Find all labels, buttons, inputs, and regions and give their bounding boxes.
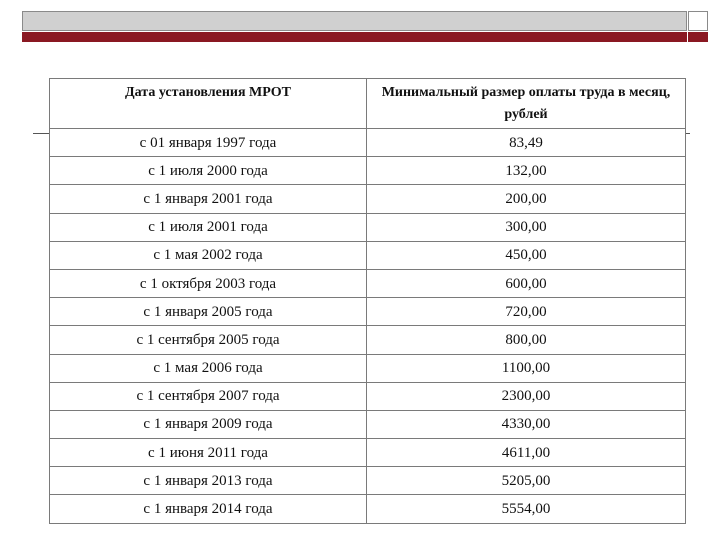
cell-date: с 1 мая 2006 года xyxy=(50,354,367,382)
cell-date: с 01 января 1997 года xyxy=(50,129,367,157)
cell-wage: 720,00 xyxy=(367,298,686,326)
cell-date: с 1 января 2009 года xyxy=(50,410,367,438)
cell-wage: 83,49 xyxy=(367,129,686,157)
cell-wage: 1100,00 xyxy=(367,354,686,382)
table-row xyxy=(50,157,686,185)
table-row xyxy=(50,213,686,241)
cell-wage: 450,00 xyxy=(367,241,686,269)
slide-header-bar xyxy=(22,11,687,31)
table-header-row xyxy=(50,79,686,129)
table-row xyxy=(50,298,686,326)
table-row xyxy=(50,382,686,410)
table-row xyxy=(50,495,686,523)
cell-date: с 1 июля 2001 года xyxy=(50,213,367,241)
cell-date: с 1 января 2014 года xyxy=(50,495,367,523)
cell-wage: 132,00 xyxy=(367,157,686,185)
cell-wage: 600,00 xyxy=(367,269,686,297)
cell-date: с 1 сентября 2005 года xyxy=(50,326,367,354)
table-row xyxy=(50,241,686,269)
header-date: Дата установления МРОТ xyxy=(50,79,367,129)
cell-date: с 1 января 2005 года xyxy=(50,298,367,326)
cell-wage: 200,00 xyxy=(367,185,686,213)
table-row xyxy=(50,129,686,157)
table-body xyxy=(50,129,686,524)
cell-date: с 1 июня 2011 года xyxy=(50,439,367,467)
cell-date: с 1 мая 2002 года xyxy=(50,241,367,269)
slide-header-square xyxy=(688,11,708,31)
cell-date: с 1 октября 2003 года xyxy=(50,269,367,297)
cell-wage: 4330,00 xyxy=(367,410,686,438)
slide-divider-left xyxy=(33,133,49,134)
cell-date: с 1 января 2001 года xyxy=(50,185,367,213)
cell-wage: 2300,00 xyxy=(367,382,686,410)
cell-date: с 1 сентября 2007 года xyxy=(50,382,367,410)
table-row xyxy=(50,269,686,297)
cell-wage: 5554,00 xyxy=(367,495,686,523)
header-wage: Минимальный размер оплаты труда в месяц, рублей xyxy=(367,79,686,129)
table-row xyxy=(50,326,686,354)
slide-accent-square xyxy=(688,32,708,42)
minimum-wage-table xyxy=(49,78,686,524)
cell-wage: 800,00 xyxy=(367,326,686,354)
table-row xyxy=(50,354,686,382)
cell-wage: 5205,00 xyxy=(367,467,686,495)
table-row xyxy=(50,185,686,213)
cell-wage: 300,00 xyxy=(367,213,686,241)
table-row xyxy=(50,439,686,467)
table-row xyxy=(50,410,686,438)
cell-date: с 1 января 2013 года xyxy=(50,467,367,495)
cell-date: с 1 июля 2000 года xyxy=(50,157,367,185)
table-row xyxy=(50,467,686,495)
slide-accent-bar xyxy=(22,32,687,42)
cell-wage: 4611,00 xyxy=(367,439,686,467)
